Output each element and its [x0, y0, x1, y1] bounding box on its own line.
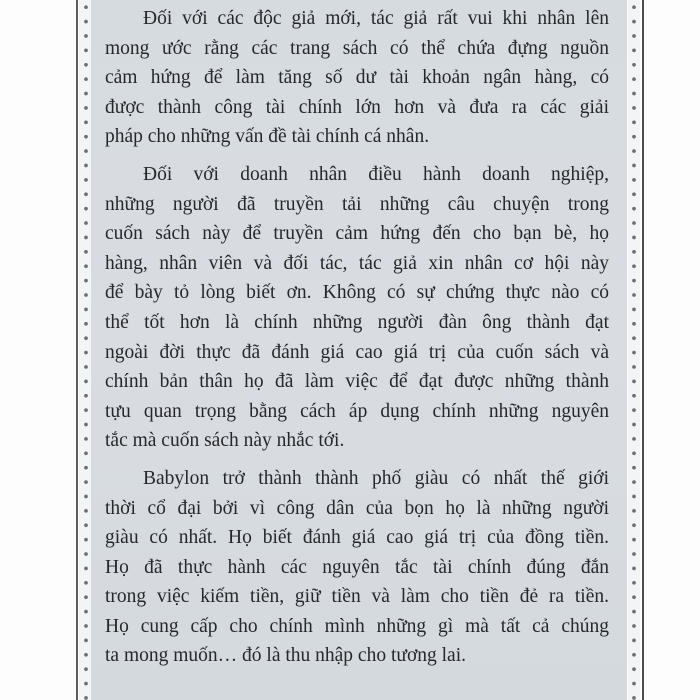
text-line: Họ cung cấp cho chính mình những gì mà tất cả chúng [105, 615, 609, 637]
text-line: cảm hứng để làm tăng số dư tài khoản ngân hàng, có [105, 67, 609, 89]
text-line: thể tốt hơn là chính những người đàn ông thành đạt [105, 311, 609, 333]
page-border-right [642, 0, 644, 700]
text-line: tắc mà cuốn sách này nhắc tới. [105, 430, 345, 452]
text-line: được thành công tài chính lớn hơn và đưa ra các giải [105, 96, 609, 118]
text-line: hàng, nhân viên và đối tác, tác giả xin nhân cơ hội này [105, 252, 609, 274]
paragraph [105, 4, 609, 152]
text-line: Babylon trở thành thành phố giàu có nhất thế giới [143, 467, 609, 489]
text-line: mong ước rằng các trang sách có thể chứa đựng nguồn [105, 37, 609, 59]
text-line: ta mong muốn… đó là thu nhập cho tương lai. [105, 645, 466, 667]
text-line: ngoài đời thực đã đánh giá cao giá trị của cuốn sách và [105, 341, 609, 363]
text-line: thời cổ đại bởi vì công dân của bọn họ là những người [105, 497, 609, 519]
body-text [105, 4, 609, 679]
text-line: pháp cho những vấn đề tài chính cá nhân. [105, 126, 430, 148]
page-border-left [76, 0, 78, 700]
paragraph [105, 464, 609, 671]
text-line: Đối với các độc giả mới, tác giả rất vui khi nhân lên [143, 8, 609, 29]
text-line: Họ đã thực hành các nguyên tắc tài chính đúng đắn [105, 556, 609, 578]
text-line: trong việc kiếm tiền, giữ tiền và làm cho tiền đẻ ra tiền. [105, 586, 609, 608]
text-line: chính bản thân họ đã làm việc để đạt được những thành [105, 371, 609, 393]
text-line: cuốn sách này để truyền cảm hứng đến cho bạn bè, họ [105, 223, 609, 245]
dotted-border-right [631, 0, 637, 700]
text-line: giàu có nhất. Họ biết đánh giá cao giá trị của đồng tiền. [105, 527, 609, 549]
text-line: những người đã truyền tải những câu chuyện trong [105, 193, 609, 215]
text-line: để bày tỏ lòng biết ơn. Không có sự chứng thực nào có [105, 282, 609, 304]
paragraph [105, 160, 609, 456]
text-line: Đối với doanh nhân điều hành doanh nghiệp, [143, 163, 609, 185]
dotted-border-left [83, 0, 89, 700]
text-line: tựu quan trọng bằng cách áp dụng chính những nguyên [105, 400, 609, 422]
